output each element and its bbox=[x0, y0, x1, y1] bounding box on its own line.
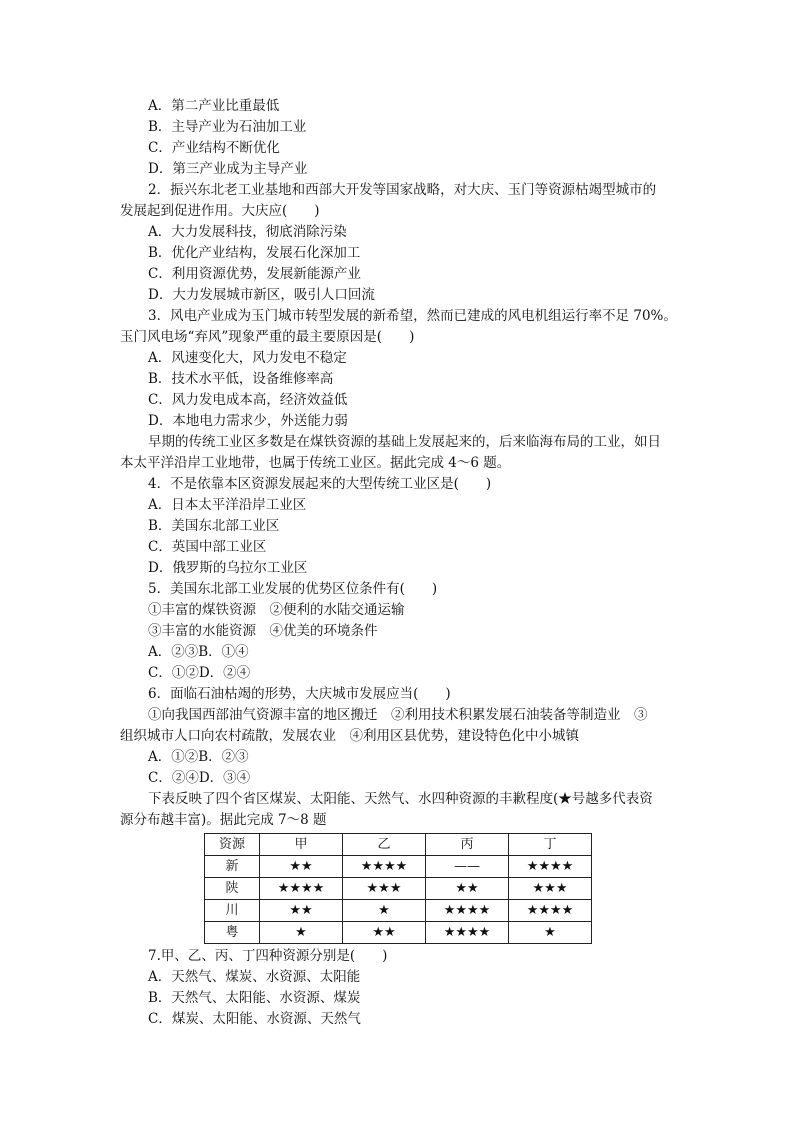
table-cell: ★★★★ bbox=[260, 878, 343, 900]
text-line: B．技术水平低，设备维修率高 bbox=[148, 371, 334, 387]
table-cell: ★★★★ bbox=[509, 900, 592, 922]
text-line: 下表反映了四个省区煤炭、太阳能、天然气、水四种资源的丰歉程度(★号越多代表资 bbox=[148, 791, 653, 807]
text-line: A．大力发展科技，彻底消除污染 bbox=[148, 224, 347, 240]
text-line: 早期的传统工业区多数是在煤铁资源的基础上发展起来的，后来临海布局的工业，如日 bbox=[148, 434, 661, 450]
table-cell: 粤 bbox=[205, 922, 260, 944]
table-header-cell: 丁 bbox=[509, 834, 592, 856]
resource-table bbox=[204, 833, 592, 944]
table-cell: 陕 bbox=[205, 878, 260, 900]
text-line: D．大力发展城市新区，吸引人口回流 bbox=[148, 287, 375, 303]
text-line: 本太平洋沿岸工业地带，也属于传统工业区。据此完成 4～6 题。 bbox=[120, 455, 511, 471]
table-row bbox=[205, 856, 592, 878]
table-row bbox=[205, 900, 592, 922]
table-cell: ★★★ bbox=[509, 878, 592, 900]
text-line: A．①②B．②③ bbox=[148, 749, 249, 765]
text-line: 玉门风电场“弃风”现象严重的最主要原因是( ) bbox=[120, 329, 415, 345]
table-header-cell: 丙 bbox=[426, 834, 509, 856]
text-line: 2．振兴东北老工业基地和西部大开发等国家战略，对大庆、玉门等资源枯竭型城市的 bbox=[148, 182, 657, 198]
table-cell: 川 bbox=[205, 900, 260, 922]
text-line: C．①②D．②④ bbox=[148, 665, 251, 681]
table-header-row bbox=[205, 834, 592, 856]
text-line: 6．面临石油枯竭的形势，大庆城市发展应当( ) bbox=[148, 686, 451, 702]
text-line: A．天然气、煤炭、水资源、太阳能 bbox=[148, 969, 361, 985]
text-line: ③丰富的水能资源 ④优美的环境条件 bbox=[148, 623, 378, 639]
text-line: B．天然气、太阳能、水资源、煤炭 bbox=[148, 990, 361, 1006]
table-cell: ★ bbox=[343, 900, 426, 922]
text-line: 5．美国东北部工业发展的优势区位条件有( ) bbox=[148, 581, 438, 597]
text-line: C．风力发电成本高，经济效益低 bbox=[148, 392, 348, 408]
text-line: D．本地电力需求少，外送能力弱 bbox=[148, 413, 348, 429]
text-line: D．俄罗斯的乌拉尔工业区 bbox=[148, 560, 308, 576]
table-cell: ★★★★ bbox=[426, 900, 509, 922]
question-text-block bbox=[120, 96, 680, 831]
text-line: C．煤炭、太阳能、水资源、天然气 bbox=[148, 1011, 361, 1027]
table-cell: ★★★★ bbox=[509, 856, 592, 878]
text-line: A．日本太平洋沿岸工业区 bbox=[148, 497, 307, 513]
text-line: 3．风电产业成为玉门城市转型发展的新希望，然而已建成的风电机组运行率不足 70%。 bbox=[148, 308, 677, 324]
text-line: A．②③B．①④ bbox=[148, 644, 249, 660]
text-line: C．利用资源优势，发展新能源产业 bbox=[148, 266, 361, 282]
text-line: A．风速变化大，风力发电不稳定 bbox=[148, 350, 347, 366]
table-header-cell: 甲 bbox=[260, 834, 343, 856]
text-line: B．优化产业结构，发展石化深加工 bbox=[148, 245, 361, 261]
text-line: 发展起到促进作用。大庆应( ) bbox=[120, 203, 320, 219]
table-cell: ★ bbox=[260, 922, 343, 944]
table-row bbox=[205, 922, 592, 944]
document-page bbox=[120, 96, 680, 1030]
table-cell: ★★★★ bbox=[426, 922, 509, 944]
table-cell: ★★ bbox=[260, 856, 343, 878]
text-line: B．主导产业为石油加工业 bbox=[148, 119, 307, 135]
table-header-cell: 乙 bbox=[343, 834, 426, 856]
text-line: 4．不是依靠本区资源发展起来的大型传统工业区是( ) bbox=[148, 476, 492, 492]
text-line: 组织城市人口向农村疏散，发展农业 ④利用区县优势，建设特色化中小城镇 bbox=[120, 728, 579, 744]
table-row bbox=[205, 878, 592, 900]
text-line: A．第二产业比重最低 bbox=[148, 98, 280, 114]
table-cell: ★★ bbox=[343, 922, 426, 944]
table-cell: 新 bbox=[205, 856, 260, 878]
text-line: D．第三产业成为主导产业 bbox=[148, 161, 308, 177]
text-line: C．②④D．③④ bbox=[148, 770, 251, 786]
question-7-block bbox=[120, 946, 680, 1030]
table-cell: —— bbox=[426, 856, 509, 878]
text-line: ①丰富的煤铁资源 ②便利的水陆交通运输 bbox=[148, 602, 405, 618]
table-cell: ★★ bbox=[426, 878, 509, 900]
table-cell: ★★★ bbox=[343, 878, 426, 900]
text-line: 7.甲、乙、丙、丁四种资源分别是( ) bbox=[148, 948, 388, 964]
table-cell: ★★★★ bbox=[343, 856, 426, 878]
text-line: ①向我国西部油气资源丰富的地区搬迁 ②利用技术积累发展石油装备等制造业 ③ bbox=[148, 707, 648, 723]
text-line: C．英国中部工业区 bbox=[148, 539, 267, 555]
text-line: C．产业结构不断优化 bbox=[148, 140, 280, 156]
text-line: B．美国东北部工业区 bbox=[148, 518, 280, 534]
table-header-cell: 资源 bbox=[205, 834, 260, 856]
text-line: 源分布越丰富)。据此完成 7～8 题 bbox=[120, 812, 327, 828]
table-cell: ★★ bbox=[260, 900, 343, 922]
table-cell: ★ bbox=[509, 922, 592, 944]
